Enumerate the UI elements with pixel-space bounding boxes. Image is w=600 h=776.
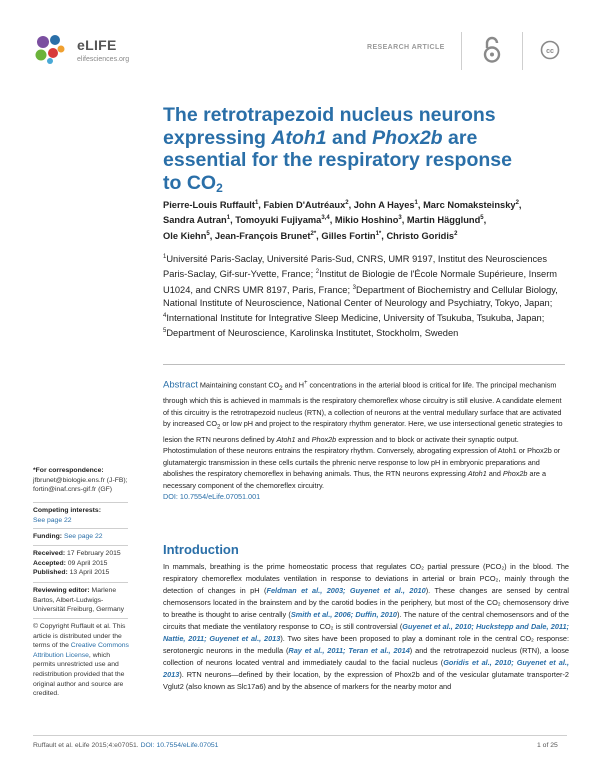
- author: Martin Hägglund: [406, 215, 481, 226]
- correspondence: *For correspondence: jfbrunet@biologie.ens.fr (J-FB); fortin@inaf.cnrs-gif.fr (GF): [33, 467, 128, 494]
- introduction-heading: Introduction: [163, 542, 239, 557]
- funding: Funding: See page 22: [33, 533, 103, 540]
- author: Gilles Fortin: [321, 230, 376, 241]
- sidebar-divider: [33, 582, 128, 583]
- article-type-badge: RESEARCH ARTICLE: [367, 44, 445, 51]
- introduction-text: In mammals, breathing is the prime homeostatic process that regulates CO₂ partial pressure (PCO₂) in the blood. The respiratory chemoreflex modulates ventilation in response to deviations in arterial or brain PCO₂, mainly through the detection of changes in pH (Feldman et al., 2003; Guyenet et al., 2010). These changes are sensed by central chemosensors located in the brainstem and by the carotid bodies in the periphery, but most of the CO₂ chemosensory drive to breathe is thought to arise centrally (Smith et al., 2006; Duffin, 2010). The nature of the central chemosensors and of the circuits that mediate the ventilatory response to CO₂ is still controversial (Guyenet et al., 2010; Huckstepp and Dale, 2011; Nattie, 2011; Guyenet et al., 2013). Two sites have been proposed to play a dominant role in the central CO₂ response: serotonergic neurons in the medulla (Ray et al., 2011; Teran et al., 2014) and the retrotrapezoid nucleus (RTN), a loose collection of neurons located ventral and immediately caudal to the facial nucleus (Goridis et al., 2010; Guyenet et al., 2013). RTN neurons—defined by their location, by the expression of Phox2b and of the vesicular glutamate transporter-2 Vglut2 (also known as Slc17a6) and by the absence of markers for the nearby motor and: [163, 562, 570, 691]
- elife-logo-icon: [33, 32, 67, 66]
- brand-name: eLIFE: [77, 37, 117, 53]
- creative-commons-icon: [540, 40, 560, 60]
- author: Pierre-Louis Ruffault: [163, 200, 255, 211]
- article-title: The retrotrapezoid nucleus neurons expressing Atoh1 and Phox2b are essential for the respiratory response to $CO_2$: [163, 104, 512, 195]
- citation-link[interactable]: Feldman et al., 2003; Guyenet et al., 2010: [266, 586, 426, 595]
- copyright: © Copyright Ruffault et al. This article is distributed under the terms of the Creative Commons Attribution License, which permits unrestricted use and redistribution provided that the original author and source are credited.: [33, 623, 129, 698]
- citation-link[interactable]: Ray et al., 2011; Teran et al., 2014: [288, 646, 410, 655]
- footer-doi-link[interactable]: DOI: 10.7554/eLife.07051: [140, 742, 219, 749]
- header-divider: [461, 32, 462, 70]
- abstract-label: Abstract: [163, 379, 198, 391]
- affiliations: $^1$Université Paris-Saclay, Université Paris-Sud, CNRS, UMR 9197, Institut des Neurosciences Paris-Saclay, Gif-sur-Yvette, France; $^2$Institut de Biologie de l'École Normale Supérieure, Inserm U1024, and CNRS UMR 8197, Paris, France; $^3$Department of Biochemistry and Cellular Biology, National Institute of Neuroscience, National Center of Neurology and Psychiatry, Tokyo, Japan; $^4$International Institute for Integrative Sleep Medicine, University of Tsukuba, Tsukuba, Japan; $^5$Department of Neuroscience, Karolinska Institutet, Stockholm, Sweden: [163, 254, 558, 339]
- citation-link[interactable]: Goridis et al., 2010; Guyenet et al., 2013: [163, 658, 569, 679]
- author: Ole Kiehn: [163, 230, 207, 241]
- sidebar-divider: [33, 618, 128, 619]
- dates: Received: 17 February 2015 Accepted: 09 April 2015 Published: 13 April 2015: [33, 550, 121, 577]
- sidebar-divider: [33, 545, 128, 546]
- svg-text:cc: cc: [546, 48, 554, 55]
- citation-link[interactable]: Smith et al., 2006; Duffin, 2010: [290, 610, 397, 619]
- sidebar-divider: [33, 528, 128, 529]
- author: Sandra Autran: [163, 215, 227, 226]
- page-number: 1 of 25: [537, 742, 558, 749]
- competing-interests: Competing interests: See page 22: [33, 507, 101, 524]
- author: Christo Goridis: [386, 230, 455, 241]
- abstract: Abstract Maintaining constant $CO_2$ and H+ concentrations in the arterial blood is critical for life. The principal mechanism through which this is achieved in mammals is the respiratory chemoreflex whose circuitry is still elusive. A candidate element of this circuitry is the retrotrapezoid nucleus (RTN), a collection of neurons at the ventral medullary surface that are activated by increased $CO_2$ or low pH and project to the respiratory rhythm generator. Here, we use intersectional genetic strategies to lesion the RTN neurons defined by Atoh1 and Phox2b expression and to block or activate their synaptic output. Photostimulation of these neurons entrains the respiratory rhythm. Conversely, abrogating expression of Atoh1 or Phox2b or glutamatergic transmission in these cells curtails the phrenic nerve response to low pH in embryonic preparations and abolishes the respiratory chemoreflex in behaving animals. Thus, the RTN neurons expressing Atoh1 and Phox2b are a necessary component of the chemoreflex circuitry. DOI: 10.7554/eLife.07051.001: [163, 379, 563, 501]
- brand-url[interactable]: elifesciences.org: [77, 56, 130, 63]
- author: John A Hayes: [353, 200, 415, 211]
- author: Fabien D'Autréaux: [263, 200, 346, 211]
- license-link[interactable]: Creative Commons Attribution License: [33, 642, 129, 659]
- author: Jean-François Brunet: [214, 230, 311, 241]
- section-divider: [163, 364, 565, 365]
- header-divider: [522, 32, 523, 70]
- author-list: Pierre-Louis Ruffault$^1$, Fabien D'Autréaux$^2$, John A Hayes$^1$, Marc Nomaksteinsky$^2$, Sandra Autran$^1$, Tomoyuki Fujiyama$^{3,4}$, Mikio Hoshino$^3$, Martin Hägglund$^5$, Ole Kiehn$^5$, Jean-François Brunet$^{2*}$, Gilles Fortin$^{1*}$, Christo Goridis$^2$: [163, 200, 522, 241]
- author: Tomoyuki Fujiyama: [235, 215, 322, 226]
- footer-divider: [33, 735, 567, 736]
- sidebar-divider: [33, 502, 128, 503]
- competing-interests-link[interactable]: See page 22: [33, 516, 72, 524]
- author: Marc Nomaksteinsky: [423, 200, 516, 211]
- footer-citation: Ruffault et al. eLife 2015;4:e07051. DOI: 10.7554/eLife.07051: [33, 742, 219, 749]
- citation-link[interactable]: Guyenet et al., 2010; Huckstepp and Dale, 2011; Nattie, 2011; Guyenet et al., 2013: [163, 622, 569, 643]
- reviewing-editor: Reviewing editor: Marlene Bartos, Albert-Ludwigs-Universität Freiburg, Germany: [33, 587, 125, 614]
- author: Mikio Hoshino: [334, 215, 399, 226]
- elife-logo[interactable]: [33, 28, 153, 74]
- funding-link[interactable]: See page 22: [63, 533, 103, 540]
- open-access-icon: [481, 36, 503, 64]
- abstract-doi-link[interactable]: DOI: 10.7554/eLife.07051.001: [163, 491, 261, 501]
